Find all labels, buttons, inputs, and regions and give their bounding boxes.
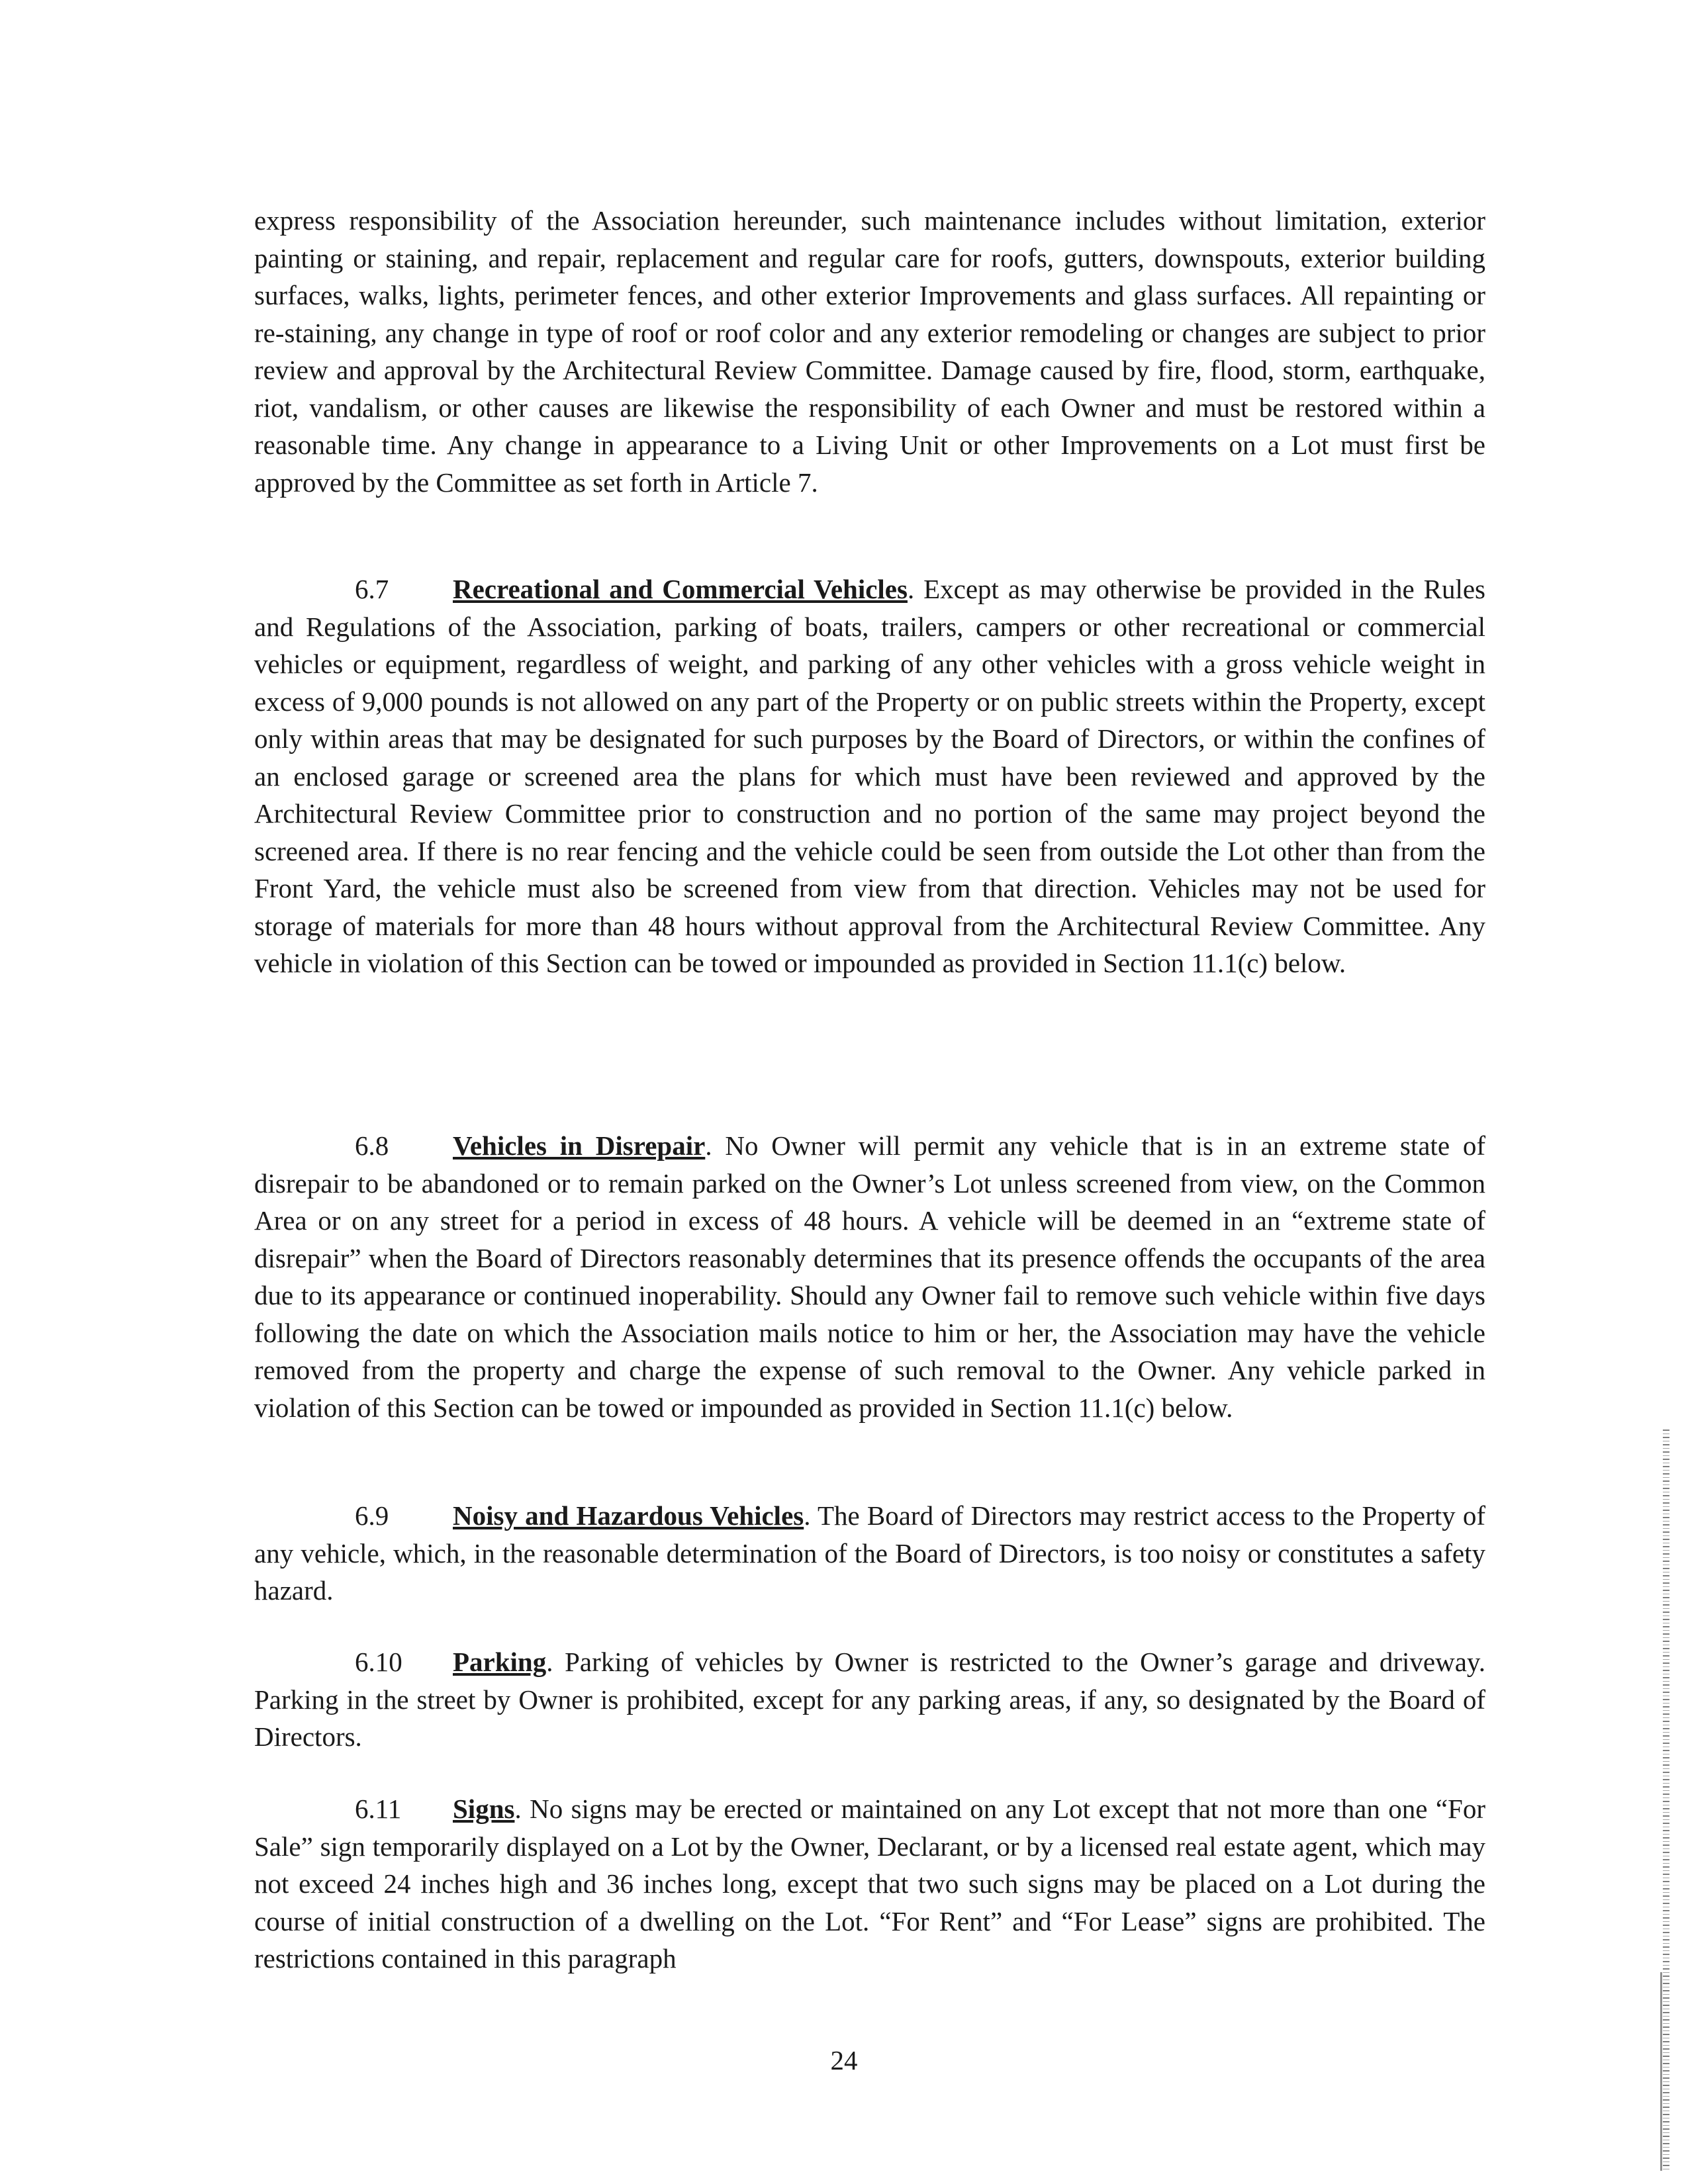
scan-edge-artifact [1663,1430,1669,2171]
scan-edge-line [1660,1972,1662,2171]
section-body: . Except as may otherwise be provided in the Rules and Regulations of the Association, parking of boats, trailers, campers or other recreational or commercial vehicles or equipment, regardless of weight, and parking of any other vehicles with a gross vehicle weight in excess of 9,000 pounds is not allowed on any part of the Property or on public streets within the Property, except only within areas that may be designated for such purposes by the Board of Directors, or within the confines of an enclosed garage or screened area the plans for which must have been reviewed and approved by the Architectural Review Committee prior to construction and no portion of the same may project beyond the screened area. If there is no rear fencing and the vehicle could be seen from outside the Lot other than from the Front Yard, the vehicle must also be screened from view from that direction. Vehicles may not be used for storage of materials for more than 48 hours without approval from the Architectural Review Committee. Any vehicle in violation of this Section can be towed or impounded as provided in Section 11.1(c) below. [254,574,1486,978]
section-number: 6.8 [355,1130,389,1161]
section-6-9 [254,1497,1485,1610]
section-6-7 [254,570,1485,982]
section-body: . No signs may be erected or maintained on any Lot except that not more than one “For Sale” sign temporarily displayed on a Lot by the Owner, Declarant, or by a licensed real estate agent, which may not exceed 24 inches high and 36 inches long, except that two such signs may be placed on a Lot during the course of initial construction of a dwelling on the Lot. “For Rent” and “For Lease” signs are prohibited. The restrictions contained in this paragraph [254,1794,1485,1974]
section-number: 6.9 [355,1500,389,1531]
section-6-11 [254,1790,1485,1978]
section-title: Noisy and Hazardous Vehicles [453,1500,804,1531]
section-body: . No Owner will permit any vehicle that is in an extreme state of disrepair to be abandoned or to remain parked on the Owner’s Lot unless screened from view, on the Common Area or on any street for a period in excess of 48 hours. A vehicle will be deemed in an “extreme state of disrepair” when the Board of Directors reasonably determines that its presence offends the occupants of the area due to its appearance or continued inoperability. Should any Owner fail to remove such vehicle within five days following the date on which the Association mails notice to him or her, the Association may have the vehicle removed from the property and charge the expense of such removal to the Owner. Any vehicle parked in violation of this Section can be towed or impounded as provided in Section 11.1(c) below. [254,1130,1485,1423]
section-title: Signs [453,1794,515,1824]
section-6-10 [254,1643,1485,1756]
section-body: . Parking of vehicles by Owner is restricted to the Owner’s garage and driveway. Parking in the street by Owner is prohibited, except for any parking areas, if any, so designated by the Board of Directors. [254,1647,1485,1752]
page-number: 24 [830,2045,858,2075]
section-body: . The Board of Directors may restrict access to the Property of any vehicle, which, in the reasonable determination of the Board of Directors, is too noisy or constitutes a safety hazard. [254,1500,1485,1606]
section-number: 6.7 [355,574,389,604]
section-title: Vehicles in Disrepair [453,1130,706,1161]
section-number: 6.11 [355,1794,402,1824]
continuation-paragraph: express responsibility of the Association hereunder, such maintenance includes without limitation, exterior painting or staining, and repair, replacement and regular care for roofs, gutters, downspouts, exterior building surfaces, walks, lights, perimeter fences, and other exterior Improvements and glass surfaces. All repainting or re-staining, any change in type of roof or roof color and any exterior remodeling or changes are subject to prior review and approval by the Architectural Review Committee. Damage caused by fire, flood, storm, earthquake, riot, vandalism, or other causes are likewise the responsibility of each Owner and must be restored within a reasonable time. Any change in appearance to a Living Unit or other Improvements on a Lot must first be approved by the Committee as set forth in Article 7. [254,205,1485,498]
section-title: Recreational and Commercial Vehicles [453,574,908,604]
section-number: 6.10 [355,1647,402,1677]
section-6-8 [254,1127,1485,1426]
section-title: Parking [453,1647,547,1677]
